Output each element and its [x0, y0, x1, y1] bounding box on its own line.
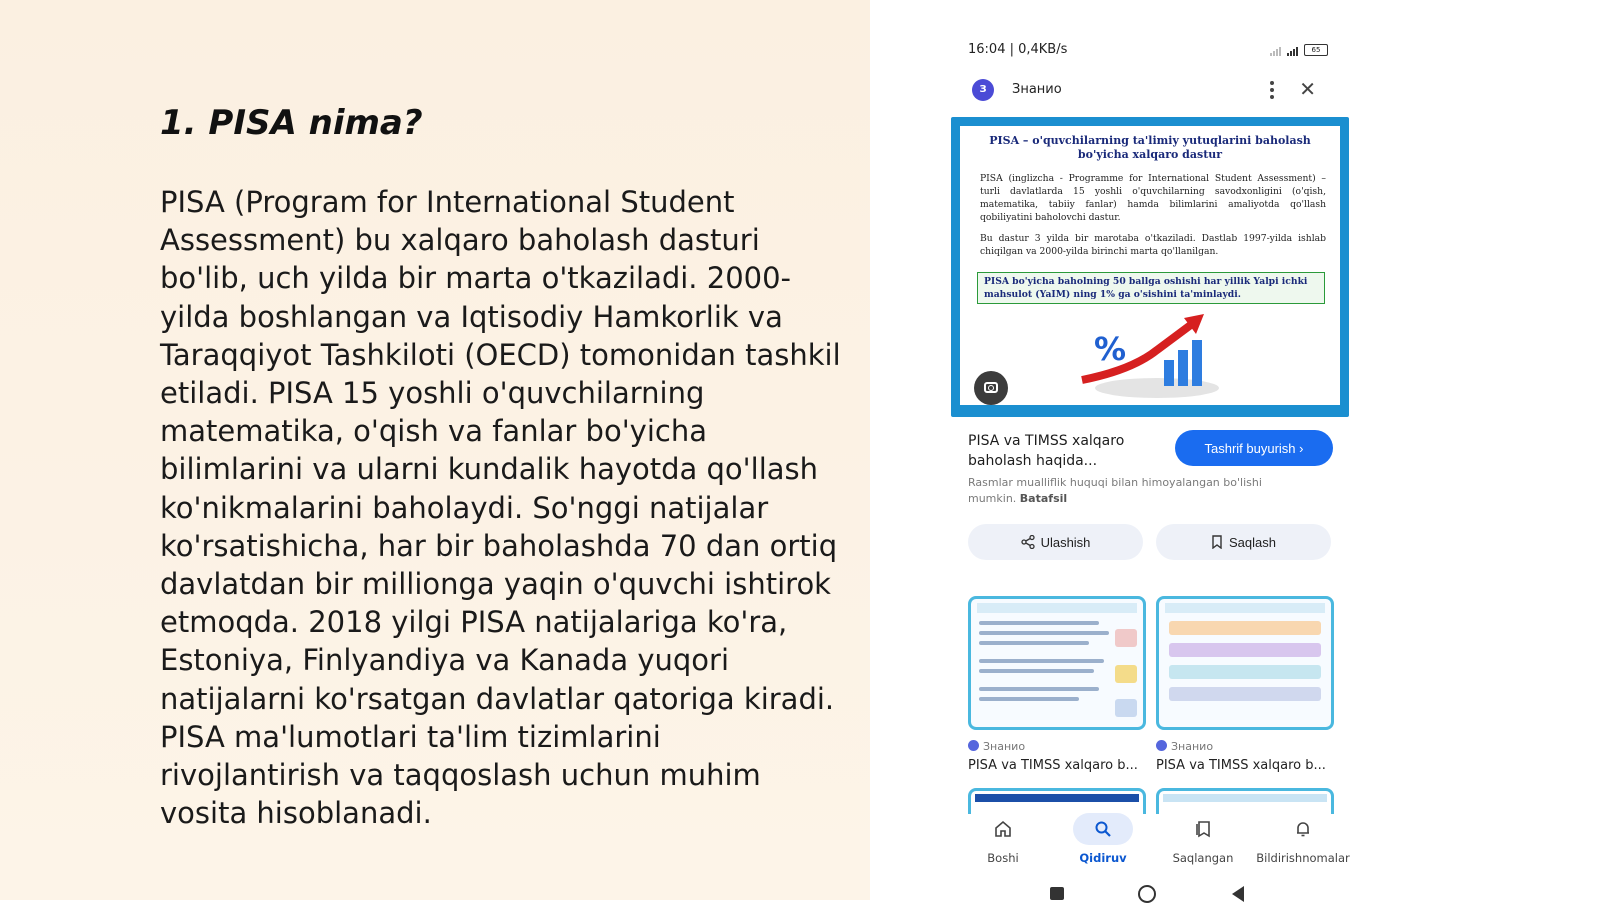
battery-icon: 65 — [1304, 44, 1328, 56]
related-source-2: Знанио — [1156, 740, 1213, 753]
image-paragraph-2: Bu dastur 3 yilda bir marotaba o'tkaziladi. Dastlab 1997-yilda ishlab chiqilgan va 2000-yilda birinchi marta qo'llanilgan. — [980, 233, 1326, 257]
related-caption-1[interactable]: PISA va TIMSS xalqaro b... — [968, 758, 1138, 773]
bottom-navigation — [958, 815, 1350, 875]
result-image[interactable] — [951, 117, 1349, 417]
result-title[interactable]: PISA va TIMSS xalqaro baholash haqida... — [968, 433, 1125, 469]
bookmark-icon — [1211, 535, 1223, 549]
svg-text:%: % — [1094, 330, 1127, 368]
related-image-3[interactable] — [968, 788, 1146, 814]
related-image-1[interactable] — [968, 596, 1146, 730]
nav-home[interactable]: Boshi — [958, 815, 1048, 865]
related-source-1: Знанио — [968, 740, 1025, 753]
status-bar — [968, 42, 1328, 62]
related-image-4[interactable] — [1156, 788, 1334, 814]
bell-icon — [1294, 820, 1312, 838]
share-button[interactable]: Ulashish — [968, 524, 1143, 560]
collections-icon — [1194, 820, 1212, 838]
slide-body-text: PISA (Program for International Student Assessment) bu xalqaro baholash dasturi bo'lib, uch yilda bir marta o'tkaziladi. 2000-yilda boshlangan va Iqtisodiy Hamkorlik va Taraqqiyot Tashkiloti (OECD) tomonidan tashkil etiladi. PISA 15 yoshli o'quvchilarning matematika, o'qish va fanlar bo'yicha bilimlarini va ularni kundalik hayotda qo'llash ko'nikmalarini baholaydi. So'nggi natijalar ko'rsatishicha, har bir baholashda 70 dan ortiq davlatdan bir millionga yaqin o'quvchi ishtirok etmoqda. 2018 yilgi PISA natijalariga ko'ra, Estoniya, Finlyandiya va Kanada yuqori natijalarni ko'rsatgan davlatlar qatoriga kiradi. PISA ma'lumotlari ta'lim tizimlarini rivojlantirish va taqqoslash uchun muhim vosita hisoblanadi. — [160, 185, 841, 831]
slide-heading: 1. PISA nima? — [160, 103, 423, 143]
znanio-logo-icon: З — [972, 79, 994, 101]
visit-button[interactable]: Tashrif buyurish › — [1175, 430, 1333, 466]
home-circle-icon[interactable] — [1138, 885, 1156, 903]
related-image-2[interactable] — [1156, 596, 1334, 730]
lens-icon[interactable] — [974, 371, 1008, 405]
signal-strong-icon — [1287, 47, 1298, 56]
znanio-logo-icon — [968, 740, 979, 751]
app-bar — [968, 75, 1328, 105]
learn-more-link[interactable]: Batafsil — [1019, 492, 1068, 505]
home-icon — [994, 820, 1012, 838]
recents-icon[interactable] — [1050, 887, 1064, 900]
close-icon[interactable]: ✕ — [1299, 77, 1316, 101]
more-options-icon[interactable] — [1270, 81, 1274, 99]
image-paragraph-1: PISA (inglizcha - Programme for International Student Assessment) – turli davlatlarda 15 yoshli o'quvchilarning savodxonligini (o'qish, matematika, tabiiy fanlar) hamda bilimlarini amaliyotda qo'llash qobiliyatini baholovchi dastur. — [980, 173, 1326, 223]
system-navigation-bar — [1050, 885, 1250, 900]
image-title: PISA – o'quvchilarning ta'limiy yutuqlarini baholash bo'yicha xalqaro dastur — [989, 134, 1311, 161]
znanio-logo-icon — [1156, 740, 1167, 751]
nav-saved[interactable]: Saqlangan — [1158, 815, 1248, 865]
app-name: Знанио — [1012, 82, 1062, 97]
nav-search[interactable]: Qidiruv — [1058, 815, 1148, 865]
save-button[interactable]: Saqlash — [1156, 524, 1331, 560]
signal-icon — [1270, 47, 1281, 56]
image-highlight: PISA bo'yicha baholning 50 ballga oshishi har yillik Yalpi ichki mahsulot (YaIM) ning 1% ga o'sishini ta'minlaydi. — [977, 272, 1325, 304]
search-icon — [1094, 820, 1112, 838]
share-icon — [1021, 535, 1035, 549]
nav-notifications[interactable]: Bildirishnomalar — [1253, 815, 1353, 865]
related-caption-2[interactable]: PISA va TIMSS xalqaro b... — [1156, 758, 1326, 773]
copyright-notice: Rasmlar mualliflik huquqi bilan himoyalangan bo'lishi mumkin. Batafsil — [968, 476, 1262, 505]
status-time: 16:04 | 0,4KB/s — [968, 42, 1068, 57]
growth-chart-illustration — [1072, 310, 1222, 400]
